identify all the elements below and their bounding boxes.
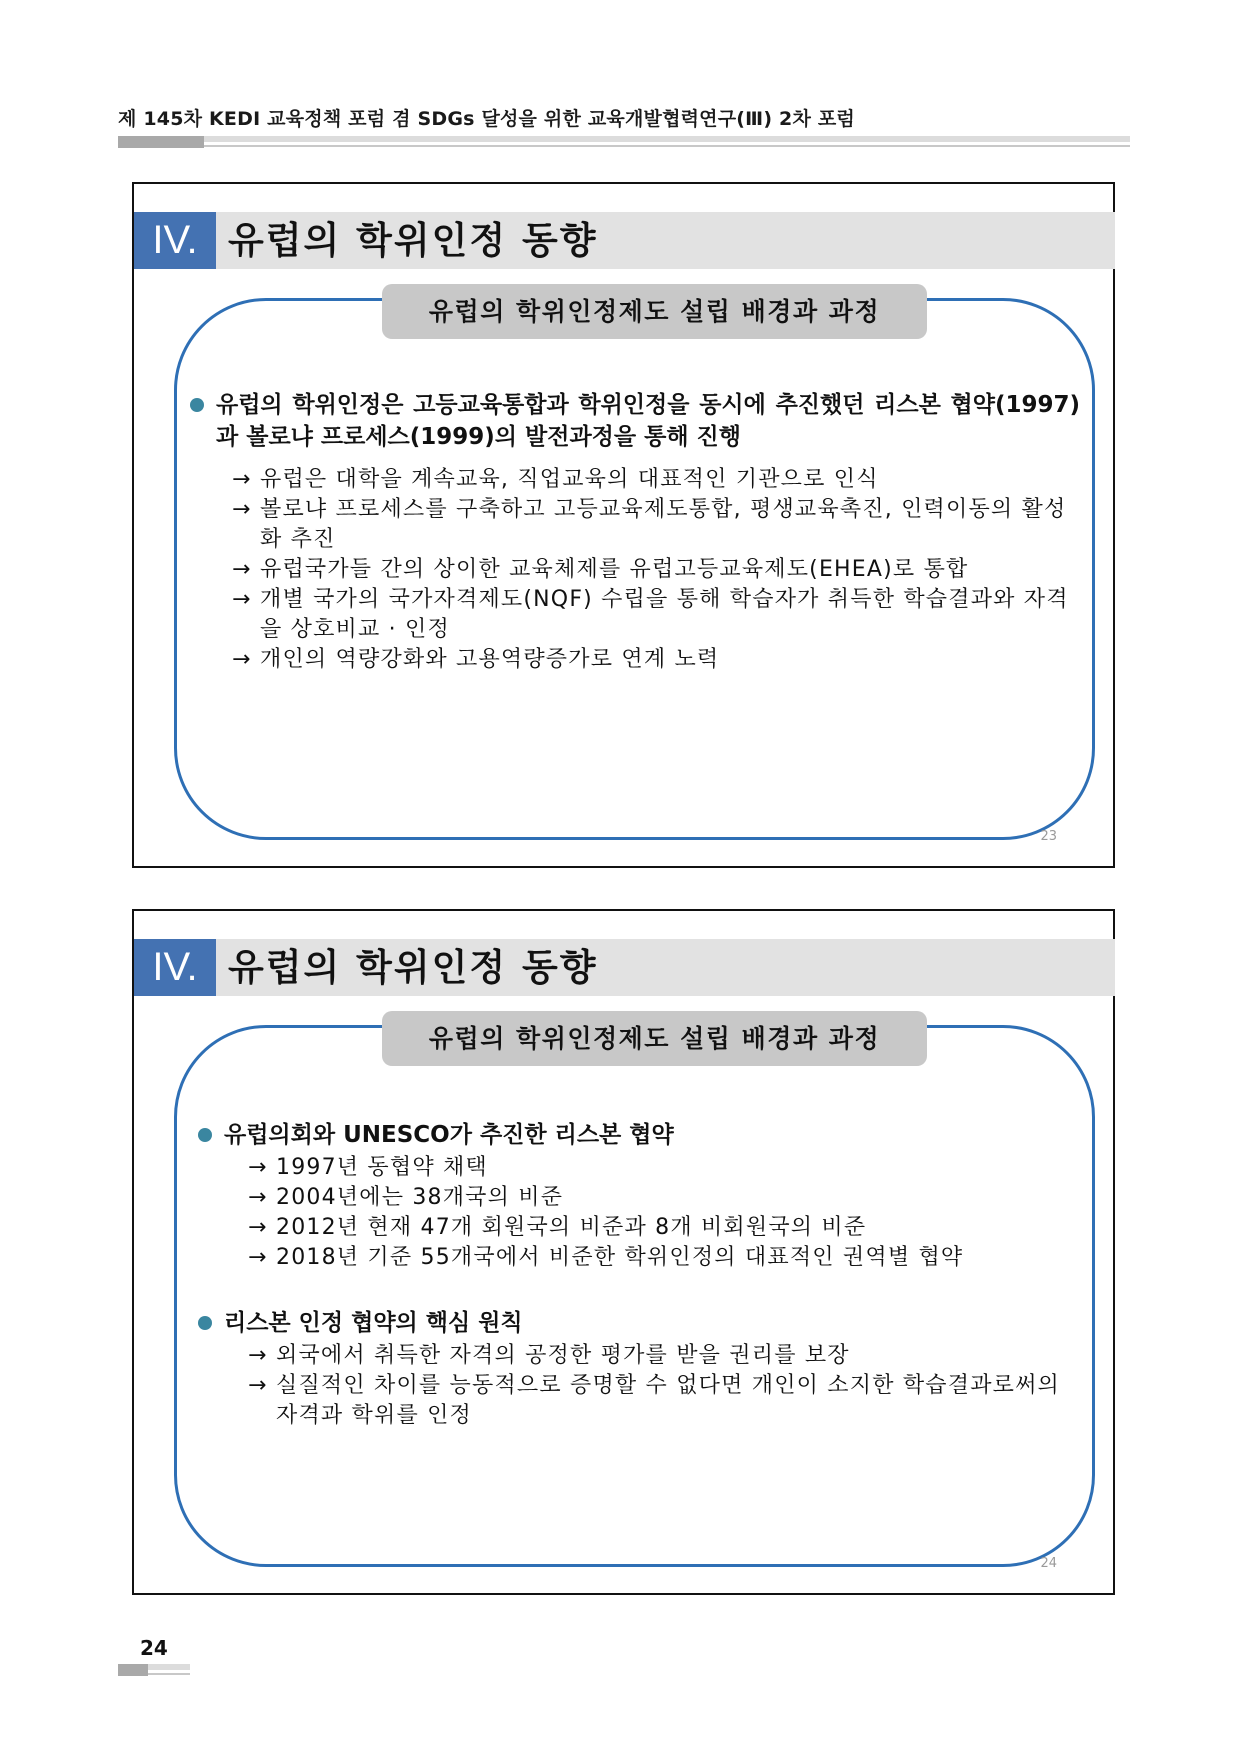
bullet-icon — [190, 398, 204, 412]
list-item — [232, 585, 1090, 645]
list-item-text: 개별 국가의 국가자격제도(NQF) 수립을 통해 학습자가 취득한 학습결과와 자격을 상호비교 · 인정 — [260, 587, 1069, 642]
list-item — [248, 1341, 1090, 1371]
right-arrow-icon: → — [232, 587, 252, 612]
footer-rule — [148, 1664, 190, 1670]
list-item — [232, 555, 1090, 585]
sub-list — [248, 1153, 1090, 1273]
slide-title-bar — [134, 212, 1115, 269]
right-arrow-icon: → — [248, 1155, 268, 1180]
slide-content — [190, 389, 1090, 675]
bullet-icon — [198, 1128, 212, 1142]
list-item — [232, 645, 1090, 675]
bullet-icon — [198, 1316, 212, 1330]
header-rule — [118, 136, 204, 148]
slide-subtitle: 유럽의 학위인정제도 설립 배경과 과정 — [382, 1011, 927, 1066]
running-header: 제 145차 KEDI 교육정책 포럼 겸 SDGs 달성을 위한 교육개발협력연구(Ⅲ) 2차 포럼 — [118, 108, 855, 130]
list-item — [232, 465, 1090, 495]
slide-title: 유럽의 학위인정 동향 — [228, 219, 598, 262]
sub-list — [248, 1341, 1090, 1431]
list-item-text: 2018년 기준 55개국에서 비준한 학위인정의 대표적인 권역별 협약 — [276, 1245, 964, 1270]
right-arrow-icon: → — [248, 1215, 268, 1240]
footer-rule — [148, 1673, 190, 1675]
bullet-text: 리스본 인정 협약의 핵심 원칙 — [224, 1310, 523, 1336]
list-item-text: 유럽은 대학을 계속교육, 직업교육의 대표적인 기관으로 인식 — [260, 467, 879, 492]
list-item — [248, 1243, 1090, 1273]
page-number: 24 — [140, 1636, 168, 1660]
slide-number: 23 — [1040, 829, 1057, 844]
slide-subtitle: 유럽의 학위인정제도 설립 배경과 과정 — [382, 284, 927, 339]
slide — [132, 182, 1115, 868]
slide-title-bar — [134, 939, 1115, 996]
list-item-text: 2004년에는 38개국의 비준 — [276, 1185, 564, 1210]
right-arrow-icon: → — [248, 1373, 268, 1398]
list-item-text: 1997년 동협약 채택 — [276, 1155, 488, 1180]
list-item — [248, 1371, 1090, 1431]
list-item-text: 실질적인 차이를 능동적으로 증명할 수 없다면 개인이 소지한 학습결과로써의 자격과 학위를 인정 — [276, 1373, 1061, 1428]
section-number: IV. — [134, 939, 216, 996]
list-item-text: 유럽국가들 간의 상이한 교육체제를 유럽고등교육제도(EHEA)로 통합 — [260, 557, 969, 582]
header-rule — [204, 136, 1130, 142]
slide-number: 24 — [1040, 1556, 1057, 1571]
right-arrow-icon: → — [248, 1185, 268, 1210]
right-arrow-icon: → — [232, 647, 252, 672]
list-item-text: 외국에서 취득한 자격의 공정한 평가를 받을 권리를 보장 — [276, 1343, 850, 1368]
spacer — [190, 1273, 1090, 1307]
list-item — [232, 495, 1090, 555]
bullet-point — [198, 1307, 1090, 1339]
bullet-point — [198, 1119, 1090, 1151]
list-item-text: 개인의 역량강화와 고용역량증가로 연계 노력 — [260, 647, 720, 672]
section-number: IV. — [134, 212, 216, 269]
list-item-text: 2012년 현재 47개 회원국의 비준과 8개 비회원국의 비준 — [276, 1215, 867, 1240]
bullet-text: 유럽의회와 UNESCO가 추진한 리스본 협약 — [224, 1122, 674, 1148]
right-arrow-icon: → — [248, 1343, 268, 1368]
list-item-text: 볼로냐 프로세스를 구축하고 고등교육제도통합, 평생교육촉진, 인력이동의 활성화 추진 — [260, 497, 1067, 552]
bullet-text: 유럽의 학위인정은 고등교육통합과 학위인정을 동시에 추진했던 리스본 협약(1997)과 볼로냐 프로세스(1999)의 발전과정을 통해 진행 — [216, 392, 1080, 450]
right-arrow-icon: → — [232, 467, 252, 492]
list-item — [248, 1213, 1090, 1243]
slide-content — [190, 1119, 1090, 1431]
right-arrow-icon: → — [248, 1245, 268, 1270]
right-arrow-icon: → — [232, 557, 252, 582]
header-rule — [204, 145, 1130, 147]
list-item — [248, 1153, 1090, 1183]
list-item — [248, 1183, 1090, 1213]
right-arrow-icon: → — [232, 497, 252, 522]
sub-list — [232, 465, 1090, 675]
slide — [132, 909, 1115, 1595]
footer-rule — [118, 1664, 148, 1676]
bullet-point — [190, 389, 1090, 453]
slide-title: 유럽의 학위인정 동향 — [228, 946, 598, 989]
